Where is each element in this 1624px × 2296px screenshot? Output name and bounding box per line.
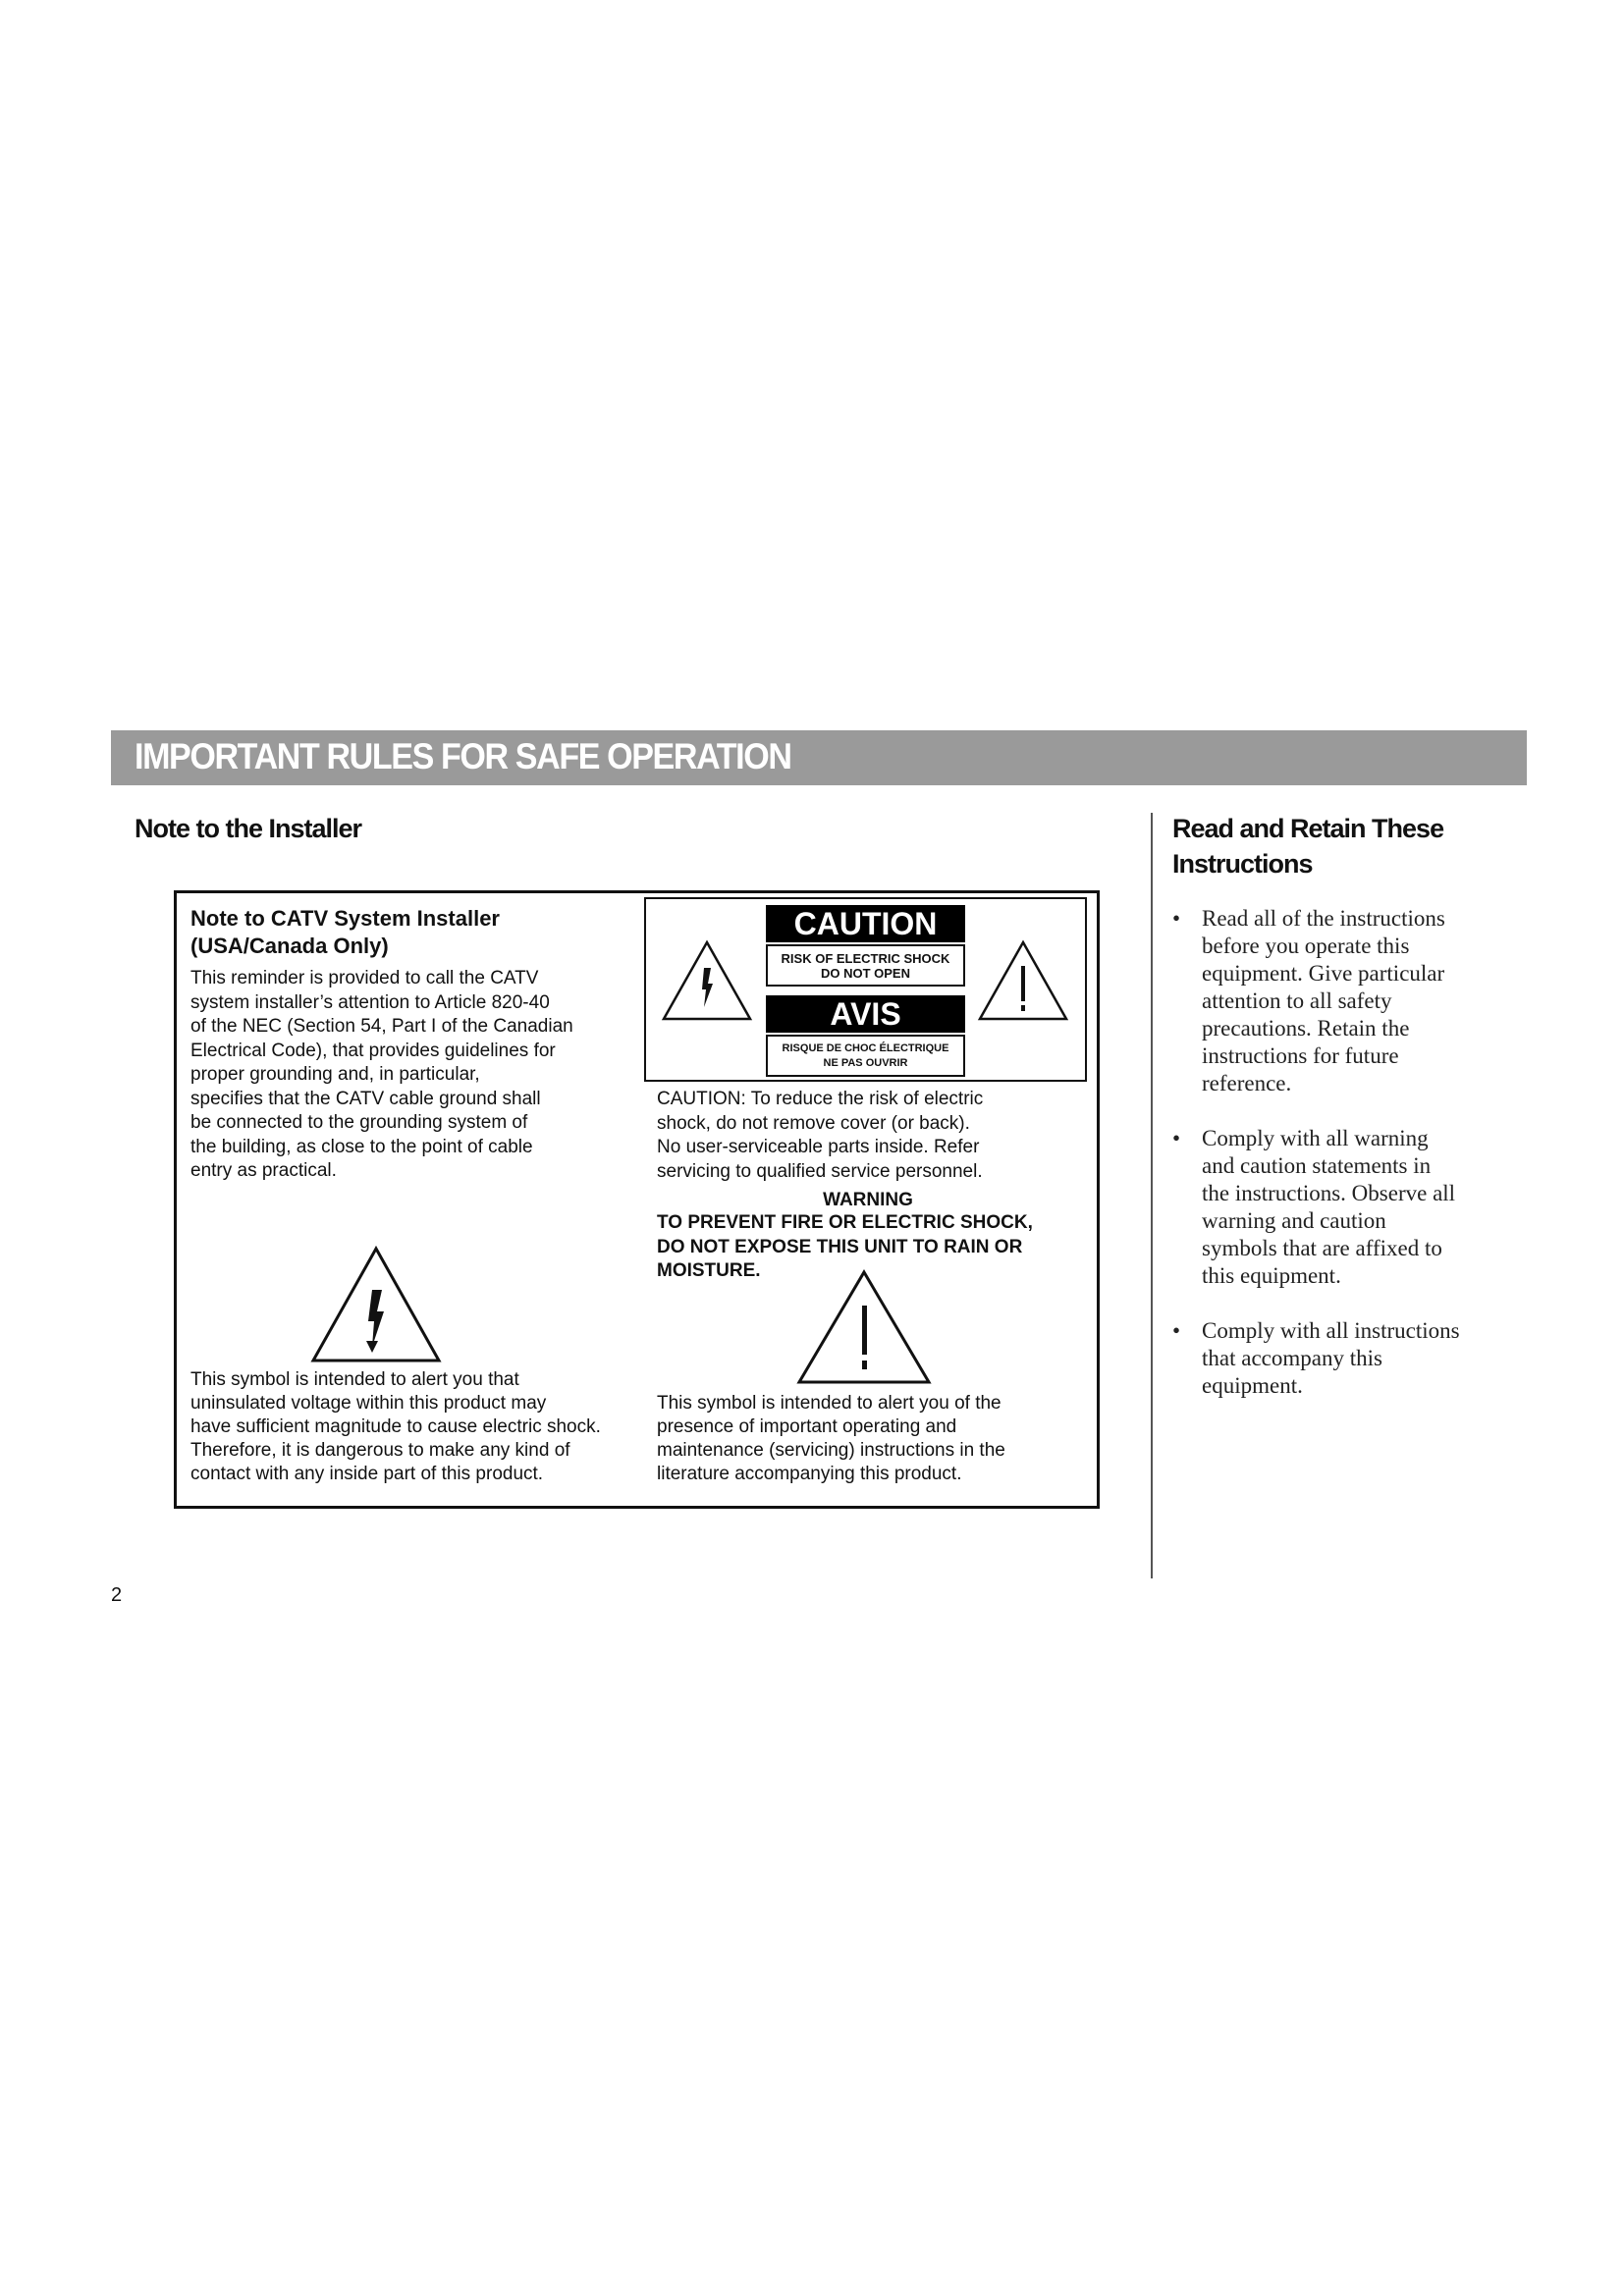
caution-label: CAUTION xyxy=(766,905,965,942)
list-item-line: equipment. Give particular xyxy=(1202,961,1445,986)
lightning-symbol-text xyxy=(190,1368,601,1486)
caution-text xyxy=(657,1088,983,1184)
caution-text-line: No user-serviceable parts inside. Refer xyxy=(657,1137,980,1157)
warning-line: TO PREVENT FIRE OR ELECTRIC SHOCK, xyxy=(657,1212,1033,1233)
list-item-line: Read all of the instructions xyxy=(1202,906,1445,931)
list-item-line: reference. xyxy=(1202,1071,1292,1095)
lightning-warning-icon xyxy=(311,1247,441,1362)
instructions-list xyxy=(1172,905,1496,1427)
catv-note-line: Electrical Code), that provides guidelines for xyxy=(190,1040,556,1061)
list-item-line: symbols that are affixed to xyxy=(1202,1236,1442,1260)
catv-note-title-line: Note to CATV System Installer xyxy=(190,906,500,931)
exclamation-text-line: This symbol is intended to alert you of the xyxy=(657,1393,1001,1414)
banner-title: IMPORTANT RULES FOR SAFE OPERATION xyxy=(135,736,791,776)
exclamation-warning-icon xyxy=(797,1270,931,1384)
lightning-warning-small-icon xyxy=(662,940,752,1021)
catv-note-title-line: (USA/Canada Only) xyxy=(190,934,389,958)
page-number: 2 xyxy=(111,1584,123,1606)
catv-note-line: This reminder is provided to call the CATV xyxy=(190,968,539,988)
exclamation-text-line: literature accompanying this product. xyxy=(657,1464,962,1484)
list-item xyxy=(1172,905,1496,1097)
bullet-marker: • xyxy=(1172,906,1181,931)
list-item-line: the instructions. Observe all xyxy=(1202,1181,1456,1205)
catv-note-line: entry as practical. xyxy=(190,1160,337,1181)
lightning-text-line: have sufficient magnitude to cause electric shock. xyxy=(190,1416,601,1437)
catv-note-line: of the NEC (Section 54, Part I of the Canadian xyxy=(190,1016,573,1037)
list-item-line: attention to all safety xyxy=(1202,988,1392,1013)
warning-line: MOISTURE. xyxy=(657,1260,761,1281)
catv-note-line: the building, as close to the point of cable xyxy=(190,1136,533,1157)
caution-text-line: CAUTION: To reduce the risk of electric xyxy=(657,1089,984,1109)
caution-text-line: shock, do not remove cover (or back). xyxy=(657,1112,970,1134)
list-item-line: precautions. Retain the xyxy=(1202,1016,1410,1041)
list-item-line: Comply with all instructions xyxy=(1202,1318,1460,1343)
catv-note-line: system installer’s attention to Article 820-40 xyxy=(190,991,550,1013)
catv-note-body xyxy=(190,967,573,1184)
right-heading xyxy=(1172,811,1443,881)
bullet-marker: • xyxy=(1172,1126,1181,1150)
caution-text-line: servicing to qualified service personnel. xyxy=(657,1160,983,1182)
right-heading-line: Read and Retain These xyxy=(1172,814,1444,843)
lightning-text-line: This symbol is intended to alert you that xyxy=(190,1369,519,1390)
column-divider xyxy=(1151,813,1153,1578)
list-item-line: instructions for future xyxy=(1202,1043,1399,1068)
list-item-line: that accompany this xyxy=(1202,1346,1382,1370)
lightning-text-line: contact with any inside part of this product. xyxy=(190,1464,544,1484)
avis-sub-line: NE PAS OUVRIR xyxy=(823,1057,908,1069)
catv-note-line: specifies that the CATV cable ground shall xyxy=(190,1088,541,1109)
warning-line: DO NOT EXPOSE THIS UNIT TO RAIN OR xyxy=(657,1236,1023,1257)
exclamation-warning-small-icon xyxy=(978,940,1068,1021)
list-item-line: this equipment. xyxy=(1202,1263,1341,1288)
exclamation-text-line: presence of important operating and xyxy=(657,1416,957,1437)
list-item-line: warning and caution xyxy=(1202,1208,1386,1233)
exclamation-text-line: maintenance (servicing) instructions in the xyxy=(657,1440,1005,1461)
warning-title: WARNING xyxy=(823,1190,913,1210)
exclamation-symbol-text xyxy=(657,1392,1005,1486)
list-item-line: before you operate this xyxy=(1202,934,1410,958)
list-item-line: Comply with all warning xyxy=(1202,1126,1429,1150)
caution-sub-line: DO NOT OPEN xyxy=(820,966,910,981)
catv-note-line: be connected to the grounding system of xyxy=(190,1112,528,1133)
avis-label: AVIS xyxy=(766,995,965,1033)
catv-note-title xyxy=(190,905,500,960)
caution-sub-label xyxy=(766,944,965,987)
right-heading-line: Instructions xyxy=(1172,849,1313,879)
catv-note-line: proper grounding and, in particular, xyxy=(190,1064,480,1085)
list-item-line: and caution statements in xyxy=(1202,1153,1432,1178)
caution-sub-line: RISK OF ELECTRIC SHOCK xyxy=(781,951,950,966)
list-item-line: equipment. xyxy=(1202,1373,1303,1398)
lightning-text-line: uninsulated voltage within this product may xyxy=(190,1393,547,1414)
lightning-text-line: Therefore, it is dangerous to make any kind of xyxy=(190,1440,570,1461)
avis-sub-label xyxy=(766,1035,965,1077)
list-item xyxy=(1172,1125,1496,1290)
avis-sub-line: RISQUE DE CHOC ÉLECTRIQUE xyxy=(782,1042,949,1054)
list-item xyxy=(1172,1317,1496,1400)
bullet-marker: • xyxy=(1172,1318,1181,1343)
left-heading: Note to the Installer xyxy=(135,814,362,843)
section-banner xyxy=(111,730,1527,785)
